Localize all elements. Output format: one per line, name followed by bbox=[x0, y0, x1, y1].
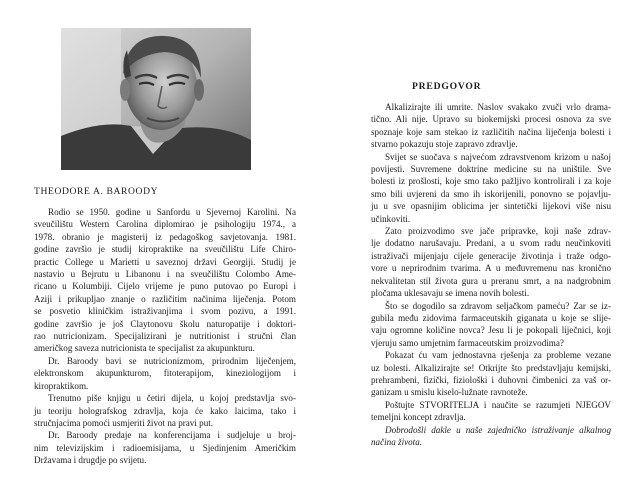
text-line: vore u neprirodnim tvarima. A u međuvremenu nas kronično bbox=[371, 263, 611, 274]
text-line: nekvalitetan stil života gura u preranu smrt, a na nadgrobnim bbox=[371, 275, 611, 286]
text-line: istraživači mijenjaju cijele generacije životinja i traže odgo- bbox=[371, 250, 611, 261]
text-line: temeljni koncept zdravlja. bbox=[371, 412, 466, 423]
text-line: Aziji i prikupljao znanje o različitim načinima liječenja. Potom bbox=[34, 293, 296, 304]
text-line: uz bolesti. Alkalizirajte se! Otkrijte što predstavljaju kemijski, bbox=[371, 362, 611, 373]
text-line: nim televizijskim i radioemisijama, u Sjedinjenim Američkim bbox=[34, 442, 296, 453]
text-line: kiropraktikom. bbox=[34, 380, 89, 391]
text-line: Dr. Baroody bavi se nutricionizmom, prirodnim liječenjem, bbox=[48, 355, 296, 366]
text-line: vjeruju samo umjetnim farmaceutskim proizvodima? bbox=[371, 337, 564, 348]
text-line: Što se dogodilo sa zdravom seljačkom pameću? Zar se iz- bbox=[385, 300, 611, 311]
text-line: ju u sve opasnijim oblicima jer sintetički lijekovi više nisu bbox=[371, 201, 611, 212]
text-line: practic College u Marietti u saveznoj državi Georgiji. Studij je bbox=[34, 256, 296, 267]
text-line: sveučilištu Western Carolina diplomirao je psihologiju 1974., a bbox=[34, 219, 296, 230]
text-line: godine završio je još Claytonovu školu naturopatije i doktori- bbox=[34, 318, 296, 329]
text-line: Državama i drugdje po svijetu. bbox=[34, 455, 147, 466]
text-line: lje dodatno narušavaju. Predani, a u svom radu neučinkoviti bbox=[371, 238, 611, 249]
text-line: Svijet se suočava s najvećom zdravstvenom krizom u našoj bbox=[385, 151, 611, 162]
text-line: Poštujte STVORITELJA i naučite se razumjeti NJEGOV bbox=[385, 399, 611, 410]
text-line: načina života. bbox=[371, 436, 423, 447]
text-line: Dobrodošli dakle u naše zajedničko istraživanje alkalnog bbox=[385, 424, 611, 435]
text-line: Zato proizvodimo sve jače pripravke, koji naše zdrav- bbox=[385, 226, 611, 237]
text-line: Trenutno piše knjigu u četiri dijela, u kojoj predstavlja svo- bbox=[48, 393, 296, 404]
text-line: ganizam u smislu kiselo-lužnate ravnoteže. bbox=[371, 387, 528, 398]
text-line: tično. Ali nije. Upravo su biokemijski procesi osnova za sve bbox=[371, 114, 611, 125]
text-line: prehrambeni, fizički, fiziološki i duhovni čimbenici za vaš or- bbox=[371, 374, 611, 385]
text-line: smo bili uvjereni da smo ih iskorijenili, ponovno se pojavlju- bbox=[371, 188, 611, 199]
preface-body bbox=[371, 101, 611, 448]
text-line: Pokazat ću vam jednostavna rješenja za probleme vezane bbox=[385, 350, 611, 361]
author-name: THEODORE A. BAROODY bbox=[34, 186, 159, 197]
text-line: pločama uklesavaju se imena novih bolesti. bbox=[371, 288, 530, 299]
text-line: vaju ogromne količine novca? Jesu li je pokopali liječnici, koji bbox=[371, 325, 611, 336]
text-line: učinkoviti. bbox=[371, 213, 411, 224]
text-line: Dr. Baroody predaje na konferencijama i sudjeluje u broj- bbox=[48, 430, 296, 441]
text-line: elektronskom akupunkturom, fitoterapijom, kineziologijom i bbox=[34, 368, 296, 379]
text-line: stvarno pokazuju stoje zapravo zdravlje. bbox=[371, 139, 518, 150]
text-line: američkog saveza nutricionista te specijalist za akupunkturu. bbox=[34, 343, 255, 354]
text-line: 1978. obranio je magisterij iz pedagoškog savjetovanja. 1981. bbox=[34, 231, 296, 242]
text-line: bolesti iz prošlosti, koje smo tako pažljivo kontrolirali i za koje bbox=[371, 176, 611, 187]
text-line: nastavio u Bejrutu u Libanonu i na sveučilištu Colombo Ame- bbox=[34, 269, 296, 280]
text-line: ju teoriju holografskog zdravlja, koja će kako laicima, tako i bbox=[34, 405, 296, 416]
text-line: ricano u Kolumbiji. Cijelo vrijeme je puno putovao po Europi i bbox=[34, 281, 296, 292]
author-biography bbox=[34, 206, 296, 467]
text-line: se posvetio kliničkim istraživanjima i svom pozivu, a 1991. bbox=[34, 306, 296, 317]
text-line: spoznaje koje sam stekao iz različitih načina liječenja bolesti i bbox=[371, 126, 611, 137]
text-line: stručnjacima pomoći usmjeriti život na pravi put. bbox=[34, 417, 214, 428]
text-line: rao nutricionizam. Specijalizirani je nutritionist i stručni član bbox=[34, 331, 296, 342]
portrait-image bbox=[61, 28, 251, 170]
preface-heading: PREDGOVOR bbox=[412, 81, 482, 92]
text-line: gubila među zidovima farmaceutskih giganata u koje se slije- bbox=[371, 312, 611, 323]
text-line: povijesti. Suvremene doktrine medicine su na uništile. Sve bbox=[371, 164, 611, 175]
text-line: Rodio se 1950. godine u Sanfordu u Sjevernoj Karolini. Na bbox=[48, 207, 296, 217]
text-line: Alkalizirajte ili umrite. Naslov svakako zvuči vrlo drama- bbox=[385, 102, 611, 112]
author-portrait-photo bbox=[61, 28, 251, 170]
text-line: godine završio je studij kiropraktike na sveučilištu Life Chiro- bbox=[34, 244, 296, 255]
